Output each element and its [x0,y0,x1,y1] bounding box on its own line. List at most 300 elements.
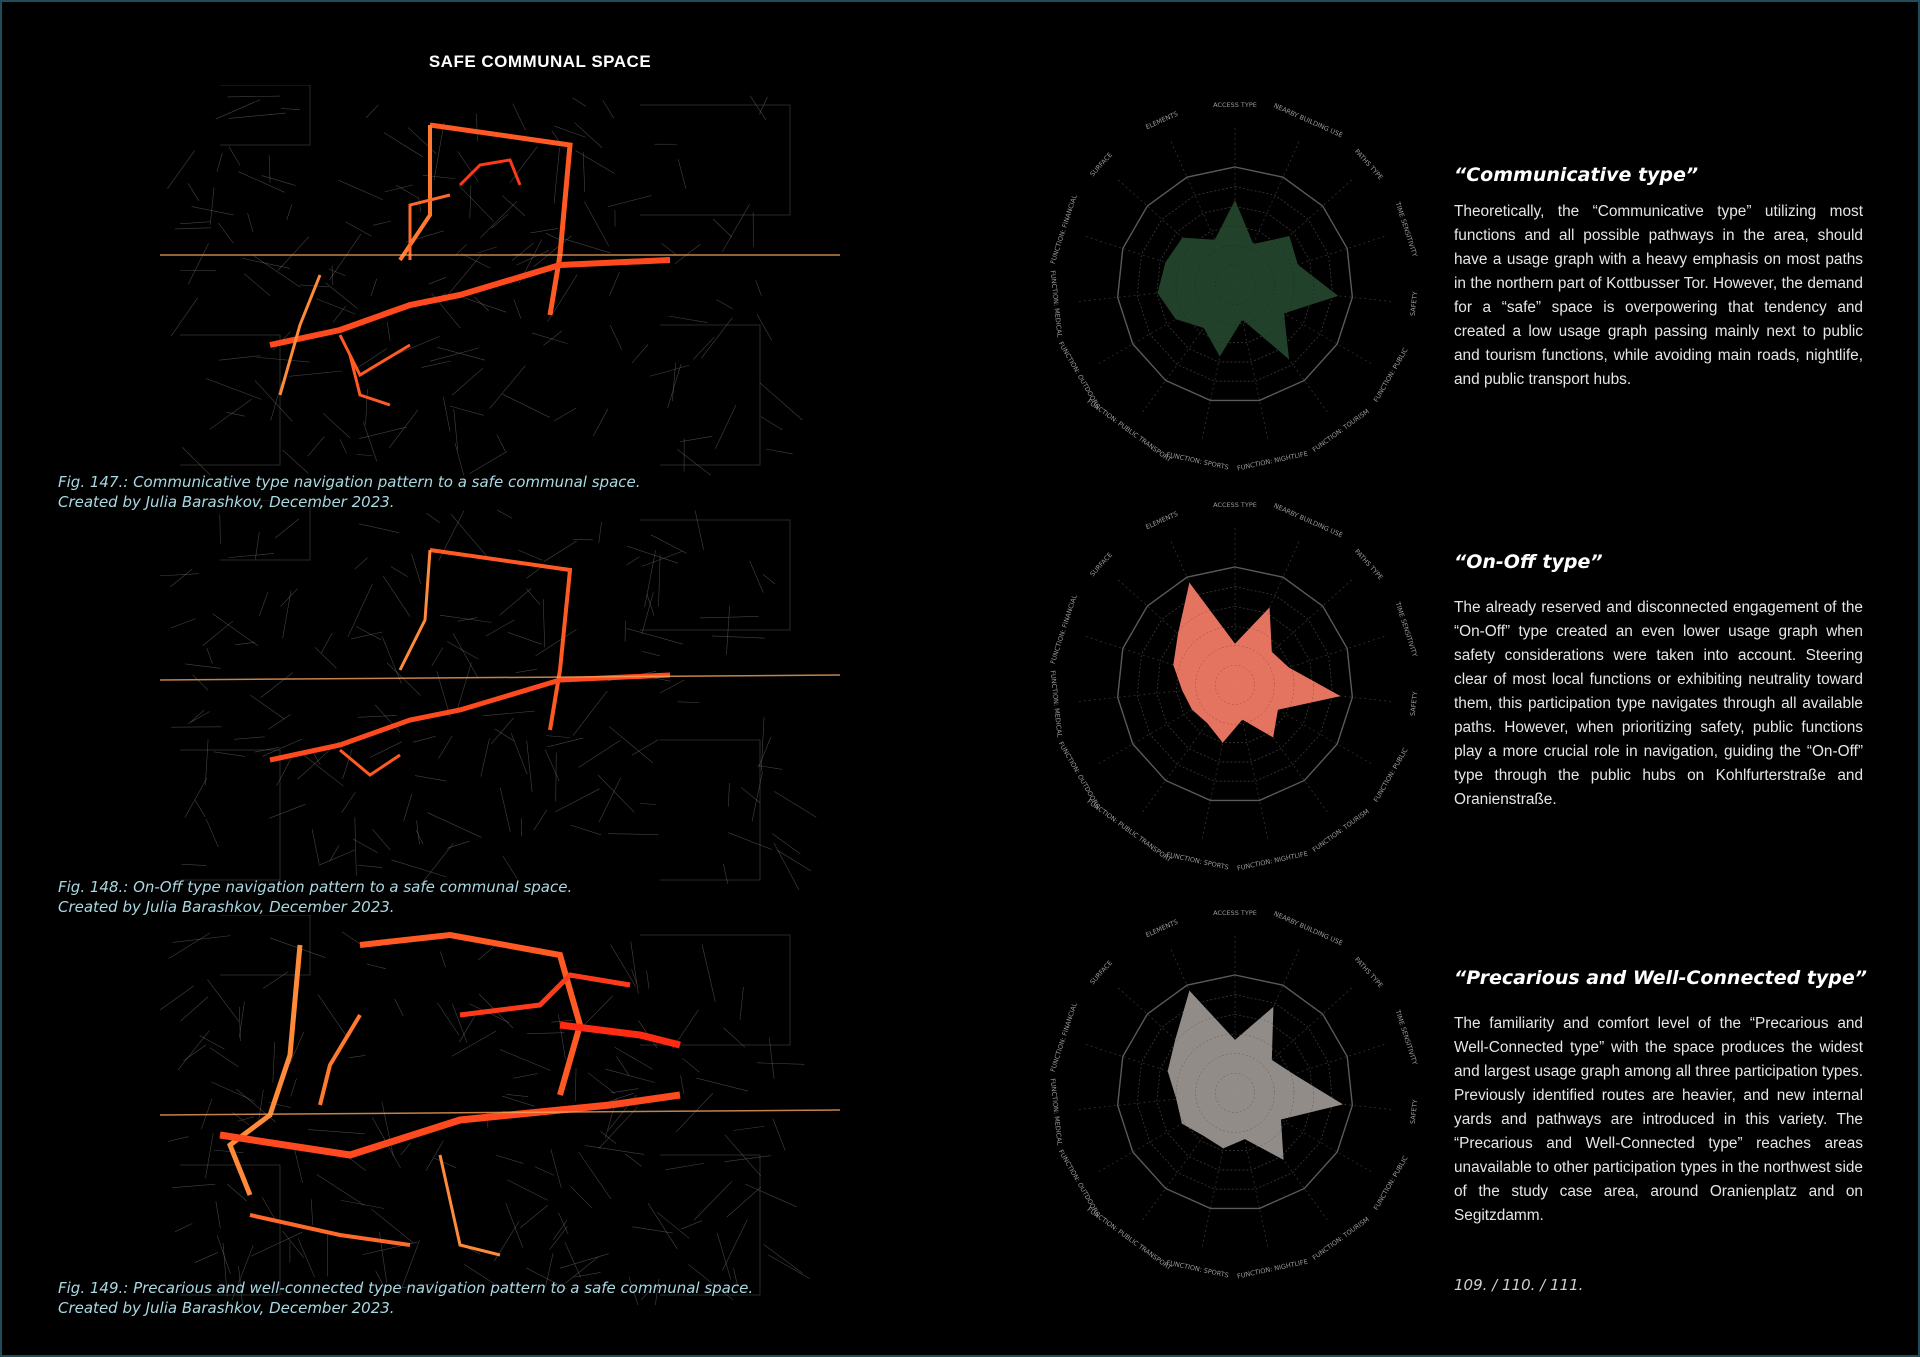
street-line [756,280,762,296]
street-line [579,740,621,767]
street-line [234,737,265,739]
street-line [216,1201,220,1228]
street-line [289,371,342,376]
street-line [170,569,192,587]
street-line [206,819,218,847]
street-line [282,450,308,473]
street-line [520,1205,548,1228]
street-line [210,1048,239,1067]
radar-axis-label: FUNCTION: OUTDOORS [1056,340,1102,410]
street-line [452,1004,467,1043]
street-line [554,148,559,204]
caption-credit: Created by Julia Barashkov, December 2023. [58,1299,395,1317]
street-line [483,711,535,716]
radar-axis-label: SAFETY [1408,1099,1420,1125]
street-line [168,1137,188,1142]
street-line [160,986,194,1011]
street-line [530,228,558,233]
street-line [757,1063,805,1064]
street-line [470,185,471,218]
street-line [681,1075,684,1093]
street-line [308,437,325,457]
radar-shape [1168,991,1343,1160]
radar-axis-label: FUNCTION: TOURISM [1310,407,1371,454]
street-line [401,1143,411,1155]
street-line [229,113,286,118]
street-line [318,994,347,1036]
radar-axis-label: FUNCTION: TOURISM [1310,1215,1371,1262]
street-line [642,651,660,655]
street-line [502,1096,534,1106]
route-overlay [160,125,840,405]
street-line [404,794,412,821]
street-line [185,778,207,817]
street-line [235,642,255,644]
street-line [534,810,547,830]
street-line [728,783,729,806]
street-line [275,519,299,538]
radar-axis-label: PATHS TYPE [1352,547,1385,582]
street-line [252,255,300,287]
street-line [500,1050,551,1071]
street-line [341,1200,384,1208]
street-line [693,337,714,360]
street-line [761,717,764,771]
radar-axis-label: ELEMENTS [1144,109,1180,132]
street-line [452,368,483,395]
street-line [434,122,444,180]
street-line [259,592,268,615]
street-line [217,153,222,172]
street-line [359,427,407,438]
street-line [248,213,253,232]
block-outline [660,325,760,465]
street-line [773,1118,785,1150]
street-line [676,1093,713,1132]
street-line [543,599,544,647]
radar-axis-label: ACCESS TYPE [1213,101,1257,109]
street-line [387,322,390,341]
street-line [724,1028,745,1047]
street-line [681,1221,702,1229]
street-line [536,629,577,655]
radar-axis-label: NEARBY BUILDING USE [1272,501,1344,540]
street-line [217,1235,230,1274]
street-line [554,126,585,137]
street-line [527,1033,564,1034]
street-line [447,641,478,659]
street-line [551,1149,561,1187]
street-line [373,221,391,225]
street-line [214,1150,244,1153]
street-line [514,299,521,318]
street-line [480,201,516,237]
street-line [573,98,586,107]
street-line [476,114,477,142]
street-network [167,85,802,475]
street-line [255,381,292,422]
street-line [608,834,658,835]
street-line [662,243,677,255]
street-line [333,306,346,323]
street-line [481,738,490,776]
street-network [160,915,810,1305]
street-line [632,969,638,984]
street-line [760,383,803,420]
radar-axis-label: FUNCTION: MEDICAL [1048,669,1064,738]
street-line [160,574,199,577]
map-precarious-svg [160,915,840,1305]
street-line [195,1252,218,1262]
street-line [640,803,656,804]
street-line [207,980,239,1022]
street-line [513,1074,538,1079]
street-line [565,1242,581,1277]
street-line [301,753,343,786]
street-line [599,522,602,543]
street-line [702,944,715,1001]
street-line [712,636,765,638]
street-line [680,436,712,441]
map-precarious [160,915,840,1305]
street-line [181,997,208,1021]
street-line [609,727,652,763]
street-line [443,397,450,432]
radar-axis-label: ELEMENTS [1144,509,1180,532]
street-line [506,1203,523,1248]
street-line [610,272,620,295]
street-line [701,318,732,358]
street-line [573,691,607,736]
street-line [175,228,211,229]
map-on-off [160,500,840,890]
radar-axis-label: FUNCTION: FINANCIAL [1048,193,1079,266]
street-line [500,589,532,616]
street-line [608,195,651,206]
street-line [598,775,634,813]
street-line [574,123,602,148]
radar-chart-on-off [1000,495,1470,875]
street-line [560,1254,609,1269]
block-outline [640,105,790,215]
street-line [511,733,527,774]
radar-axis-label: FUNCTION: NIGHTLIFE [1236,849,1309,873]
street-line [627,628,683,644]
street-line [218,223,233,243]
street-line [421,361,450,368]
street-line [506,1094,528,1096]
street-line [206,378,262,399]
street-line [571,825,601,835]
radar-axis-label: NEARBY BUILDING USE [1272,909,1344,948]
street-line [426,513,439,523]
street-line [340,439,347,453]
street-line [256,357,309,362]
map-on-off-svg [160,500,840,890]
street-line [387,663,421,696]
street-line [547,738,583,747]
street-line [766,449,792,454]
radar-axis-label: ELEMENTS [1144,917,1180,940]
radar-axis-label: FUNCTION: PUBLIC [1372,746,1410,804]
street-line [610,325,622,349]
street-line [207,648,213,664]
figure-caption [58,472,758,512]
street-line [454,409,458,450]
street-line [169,933,210,959]
street-line [717,1233,731,1280]
radar-axis-label: FUNCTION: OUTDOORS [1056,740,1102,810]
street-line [372,829,390,850]
street-line [550,1227,568,1250]
street-line [261,673,293,698]
street-line [214,752,245,757]
street-line [453,634,478,679]
street-line [616,1056,629,1075]
street-line [329,269,346,276]
street-line [371,279,377,297]
street-line [513,104,526,131]
radar-svg [1000,903,1470,1283]
street-line [677,702,699,703]
street-line [678,159,686,188]
street-line [508,632,542,644]
street-line [544,541,577,562]
street-line [423,175,455,178]
street-line [269,804,305,818]
street-line [359,524,399,533]
street-line [185,664,220,668]
street-line [503,856,517,879]
street-line [349,1055,365,1057]
caption-line: Fig. 148.: On-Off type navigation pattern to a safe communal space. [58,878,573,896]
street-line [579,1152,611,1199]
radar-svg [1000,95,1470,475]
street-line [175,1223,192,1231]
street-line [281,589,298,607]
radar-axis-label: PATHS TYPE [1352,955,1385,990]
radar-axis-label: FUNCTION: PUBLIC TRANSPORT [1085,397,1173,464]
street-line [437,347,485,360]
street-line [583,152,585,192]
street-line [227,1184,247,1201]
street-line [627,546,678,563]
street-line [291,1079,297,1097]
street-line [659,555,661,607]
street-line [650,365,689,376]
street-line [470,451,507,473]
street-line [545,750,559,782]
radar-axis-label: SURFACE [1088,150,1115,179]
radar-axis-label: NEARBY BUILDING USE [1272,101,1344,140]
street-line [382,637,401,684]
street-line [251,1232,302,1256]
street-line [599,778,621,823]
street-line [323,413,350,437]
street-line [210,187,214,224]
street-line [188,243,208,284]
street-line [555,789,599,812]
street-line [642,592,653,634]
street-line [219,356,260,361]
street-line [430,348,479,361]
street-line [371,1209,413,1243]
radar-axis-label: FUNCTION: NIGHTLIFE [1236,1257,1309,1281]
street-line [273,1042,275,1083]
street-line [315,647,336,668]
radar-axis-label: PATHS TYPE [1352,147,1385,182]
street-line [603,100,614,118]
street-line [321,633,332,653]
street-line [570,1186,591,1208]
street-line [355,817,357,875]
street-line [342,792,356,812]
type-heading: “On-Off type” [1454,551,1603,573]
street-line [763,1244,802,1273]
street-line [752,771,763,821]
street-line [312,829,319,864]
block-outline [640,935,790,1045]
street-line [193,675,209,691]
street-line [427,813,481,838]
street-line [763,574,775,584]
street-line [316,299,356,315]
street-line [389,410,418,448]
type-heading: “Communicative type” [1454,164,1699,186]
street-line [358,865,383,867]
caption-credit: Created by Julia Barashkov, December 2023. [58,898,395,916]
block-outline [180,335,280,465]
radar-axis-label: SURFACE [1088,958,1115,987]
radar-axis-label: ACCESS TYPE [1213,909,1257,917]
street-line [456,244,467,255]
street-line [556,752,557,801]
street-line [178,1031,209,1070]
map-communicative [160,85,840,475]
street-line [355,558,368,569]
figure-caption [58,1278,758,1318]
street-line [575,1068,576,1101]
street-line [353,839,378,853]
street-line [631,941,639,993]
radar-axis-label: FUNCTION: OUTDOORS [1056,1148,1102,1218]
radar-chart-communicative [1000,95,1470,475]
street-line [167,151,194,189]
street-line [497,435,505,452]
street-line [774,843,802,890]
street-line [227,96,280,97]
type-description: The familiarity and comfort level of the “Precarious and Well-Connected type” with the space produces the widest and largest usage graph among all three participation types. Previously identified routes are heavier, and new internal yards and pathways are introduced in this variety. The “Precarious and Well-Connected type” reaches areas unavailable to other participation types in the northwest side of the study case area, around Oranienplatz and on Segitzdamm. [1454,1015,1863,1224]
street-line [203,621,233,646]
street-line [357,454,373,455]
radar-axis-label: SURFACE [1088,550,1115,579]
street-line [559,1213,569,1234]
radar-axis-label: ACCESS TYPE [1213,501,1257,509]
street-line [211,1082,255,1102]
radar-axis-label: FUNCTION: PUBLIC TRANSPORT [1085,797,1173,864]
caption-line: Fig. 147.: Communicative type navigation pattern to a safe communal space. [58,473,641,491]
street-line [415,776,446,781]
figure-caption [58,877,758,917]
street-line [346,222,372,236]
street-line [181,864,206,865]
street-line [495,729,514,741]
street-line [772,833,800,854]
street-line [600,1131,616,1143]
radar-axis-label: TIME SENSITIVITY [1393,601,1419,658]
street-line [632,344,648,362]
street-line [605,1069,654,1082]
street-line [366,389,368,425]
block-outline [180,750,280,880]
street-line [268,715,290,730]
street-line [757,314,772,340]
street-line [733,1126,764,1130]
street-line [311,1199,312,1225]
street-line [491,718,513,744]
street-line [440,951,445,967]
street-line [462,254,491,268]
street-line [477,247,496,253]
street-line [281,108,300,109]
street-line [432,648,443,666]
street-line [750,96,766,120]
page-title: SAFE COMMUNAL SPACE [428,52,652,71]
street-line [532,333,568,344]
street-line [510,147,538,183]
street-line [429,277,446,284]
street-line [308,1130,365,1134]
street-line [665,1163,704,1170]
street-line [745,1184,796,1207]
page-numbers: 109. / 110. / 111. [1454,1276,1584,1294]
street-line [560,238,611,253]
street-line [411,554,421,585]
street-line [250,695,284,719]
street-line [660,680,684,693]
street-line [535,1167,554,1176]
street-line [242,258,290,268]
street-line [277,758,292,786]
radar-shape [1173,583,1340,743]
street-line [329,234,360,280]
street-line [642,551,683,566]
street-line [512,243,533,261]
street-line [725,1135,761,1176]
street-line [298,1238,315,1277]
map-communicative-svg [160,85,840,475]
street-line [774,791,816,817]
street-line [740,987,743,1020]
street-line [647,970,649,988]
street-line [383,576,410,617]
street-line [713,219,732,237]
radar-axis-label: FUNCTION: SPORTS [1165,1258,1230,1280]
street-line [543,331,562,346]
street-line [438,736,452,758]
radar-axis-label: FUNCTION: NIGHTLIFE [1236,449,1309,473]
street-line [575,150,614,173]
caption-line: Fig. 149.: Precarious and well-connected type navigation pattern to a safe communal space. [58,1279,754,1297]
radar-axis-label: FUNCTION: PUBLIC TRANSPORT [1085,1205,1173,1272]
caption-credit: Created by Julia Barashkov, December 2023. [58,493,395,511]
street-line [627,557,640,565]
street-line [588,1073,615,1094]
street-line [447,841,469,848]
street-line [615,1047,653,1069]
radar-shape [1158,200,1339,359]
street-line [319,850,356,866]
